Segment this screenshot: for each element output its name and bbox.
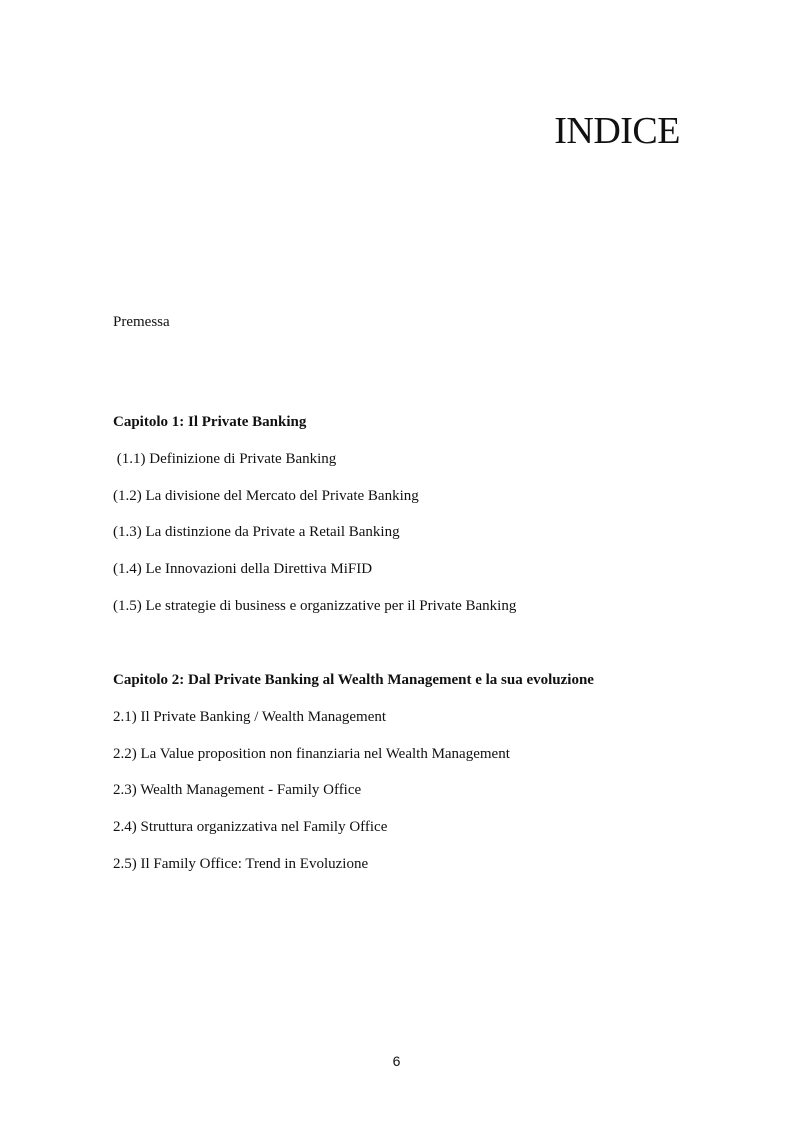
toc-entry-1-4: (1.4) Le Innovazioni della Direttiva MiFID — [113, 561, 373, 577]
toc-entry-2-3: 2.3) Wealth Management - Family Office — [113, 782, 362, 798]
toc-entry-premessa: Premessa — [113, 314, 170, 330]
chapter-2-heading: Capitolo 2: Dal Private Banking al Wealth Management e la sua evoluzione — [113, 672, 594, 688]
toc-entry-1-1: (1.1) Definizione di Private Banking — [113, 451, 337, 467]
page-number: 6 — [392, 1053, 401, 1069]
toc-entry-2-2: 2.2) La Value proposition non finanziaria nel Wealth Management — [113, 746, 510, 762]
toc-entry-2-5: 2.5) Il Family Office: Trend in Evoluzione — [113, 856, 369, 872]
chapter-1-heading: Capitolo 1: Il Private Banking — [113, 414, 307, 430]
toc-entry-2-1: 2.1) Il Private Banking / Wealth Management — [113, 709, 387, 725]
toc-entry-1-2: (1.2) La divisione del Mercato del Private Banking — [113, 488, 419, 504]
toc-entry-1-5: (1.5) Le strategie di business e organizzative per il Private Banking — [113, 598, 517, 614]
toc-entry-1-3: (1.3) La distinzione da Private a Retail Banking — [113, 524, 400, 540]
toc-entry-2-4: 2.4) Struttura organizzativa nel Family Office — [113, 819, 388, 835]
index-title: INDICE — [554, 110, 680, 152]
